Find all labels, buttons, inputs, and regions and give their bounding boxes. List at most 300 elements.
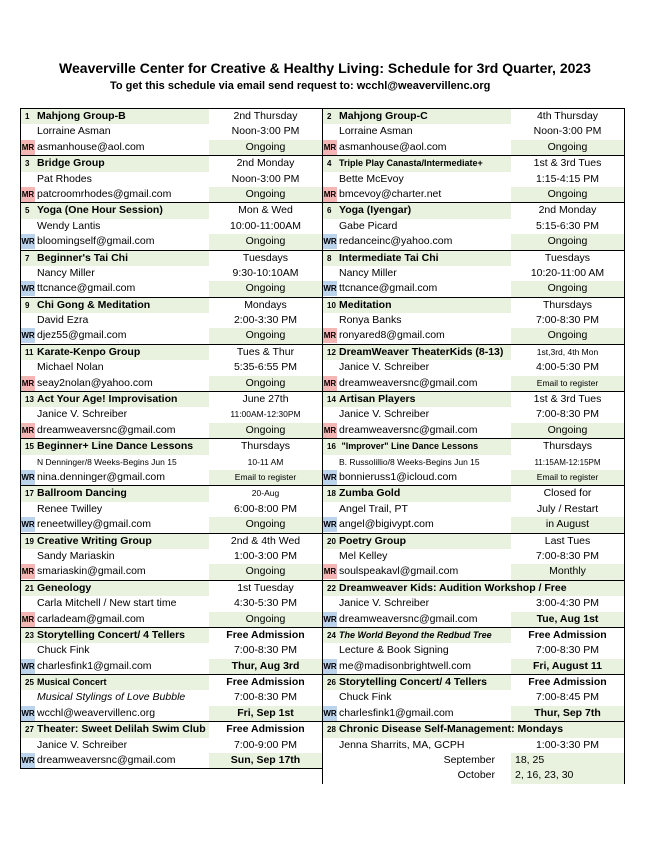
activity-header [21,534,209,549]
activity-header-row [323,345,624,360]
contact-cell [323,470,511,485]
activity-name: Meditation [339,298,392,311]
status-cell: Ongoing [209,140,322,155]
activity-name: Poetry Group [339,534,407,547]
contact-email[interactable]: dreamweaversnc@gmail.com [339,376,478,389]
activity-block [323,533,624,580]
leader-row [323,219,624,234]
room-tag: MR [21,187,35,202]
activity-header-row [323,251,624,266]
activity-schedule: Last Tues [544,534,591,547]
activity-number: 7 [25,253,30,263]
activity-name: Yoga (One Hour Session) [37,204,163,217]
status-cell: Ongoing [511,423,624,438]
contact-row [323,470,624,485]
activity-name: Intermediate Tai Chi [339,251,439,264]
activity-block [323,202,624,249]
activity-number: 9 [25,300,30,310]
status-cell: Tue, Aug 1st [511,612,624,627]
room-tag: WR [21,328,35,343]
activity-header-row [21,675,322,690]
status-cell: Ongoing [209,376,322,391]
activity-time: 5:35-6:55 PM [233,361,298,374]
activity-number: 26 [327,678,336,688]
contact-email[interactable]: soulspeakavl@gmail.com [339,565,459,578]
activity-name: Beginner's Tai Chi [37,251,128,264]
activity-header [323,581,624,596]
leader-name: Angel Trail, PT [339,502,408,515]
activity-block [21,721,322,768]
contact-cell [21,281,209,296]
contact-cell [21,659,209,674]
activity-header-row [323,675,624,690]
contact-cell [323,612,511,627]
contact-email[interactable]: seay2nolan@yahoo.com [37,376,153,389]
contact-email[interactable]: wcchl@weavervillenc.org [37,706,156,719]
activity-name: Chronic Disease Self-Management: Mondays [339,723,564,736]
contact-row [323,281,624,296]
leader-row [323,643,624,658]
room-tag: WR [21,517,35,532]
activity-schedule: June 27th [242,393,289,406]
contact-email[interactable]: charlesfink1@gmail.com [37,659,152,672]
contact-cell [323,706,511,721]
activity-number: 10 [327,300,336,310]
contact-cell [21,564,209,579]
activity-time: 10:20-11:00 AM [530,266,605,279]
activity-header [323,628,511,643]
leader-row [21,407,322,422]
activity-header-row [323,581,624,596]
activity-number: 5 [25,206,30,216]
activity-schedule: 1st & 3rd Tues [533,393,602,406]
activity-schedule: 20-Aug [251,488,280,499]
activity-block [323,391,624,438]
activity-number: 2 [327,112,332,121]
room-tag: WR [323,234,337,249]
contact-cell [323,376,511,391]
contact-cell [21,140,209,155]
contact-email[interactable]: patcroomrhodes@gmail.com [37,187,172,200]
leader-name: Lorraine Asman [37,125,111,138]
activity-time: 4:00-5:30 PM [535,361,600,374]
activity-name: Storytelling Concert/ 4 Tellers [339,676,488,689]
room-tag: MR [323,564,337,579]
activity-time: 10-11 AM [247,456,284,467]
contact-row [21,517,322,532]
leader-name: Lecture & Book Signing [339,644,449,657]
leader-row [323,596,624,611]
contact-email[interactable]: smariaskin@gmail.com [37,565,146,578]
activity-block [21,627,322,674]
leader-name: Janice V. Schreiber [339,597,430,610]
contact-row [21,423,322,438]
activity-header [323,486,511,501]
activity-schedule: Free Admission [528,628,607,641]
leader-row [21,690,322,705]
room-tag: MR [21,612,35,627]
leader-name: Mel Kelley [339,549,388,562]
activity-name: Zumba Gold [339,487,401,500]
contact-cell [323,281,511,296]
activity-number: 15 [25,442,34,452]
contact-email[interactable]: dreamweaversnc@gmail.com [37,423,176,436]
activity-schedule: 1st Tuesday [237,581,294,594]
activity-header-row [323,439,624,454]
activity-header-row [323,109,624,124]
activity-header [323,298,511,313]
contact-cell [21,753,209,768]
contact-email[interactable]: djez55@gmail.com [37,329,127,342]
activity-number: 4 [327,159,332,169]
contact-email[interactable]: nina.denninger@gmail.com [37,470,165,483]
activity-time: 3:00-4:30 PM [535,597,600,610]
status-cell: Thur, Aug 3rd [209,659,322,674]
status-cell: Ongoing [511,187,624,202]
activity-header [21,722,209,737]
activity-header [323,345,511,360]
activity-header [323,251,511,266]
activity-schedule: 2nd Monday [236,157,295,170]
contact-cell [21,470,209,485]
room-tag: WR [323,706,337,721]
activity-header-row [21,298,322,313]
contact-row [323,234,624,249]
activity-name: Ballroom Dancing [37,487,127,500]
activity-number: 28 [327,725,336,735]
contact-row [323,612,624,627]
activity-header-row [323,203,624,218]
status-cell: Ongoing [209,187,322,202]
activity-time: 11:00AM-12:30PM [230,409,301,420]
activity-name: Dreamweaver Kids: Audition Workshop / Free [339,581,567,594]
activity-header [21,156,209,171]
activity-header [323,109,511,124]
leader-row [21,596,322,611]
activity-header-row [323,298,624,313]
activity-schedule: Closed for [543,487,592,500]
activity-time: 2:00-3:30 PM [233,314,298,327]
activity-name: Beginner+ Line Dance Lessons [37,440,194,453]
activity-header [21,581,209,596]
activity-time: 7:00-8:30 PM [233,644,298,657]
activity-schedule: 2nd Monday [538,204,597,217]
leader-name: Sandy Mariaskin [37,549,115,562]
activity-header-row [323,628,624,643]
activity-name: Creative Writing Group [37,534,152,547]
activity-block [21,485,322,532]
activity-header-row [21,156,322,171]
contact-cell [323,328,511,343]
activity-schedule: Thursdays [542,298,593,311]
activity-name: Mahjong Group-B [37,110,126,122]
leader-row [21,738,322,753]
activity-header [21,203,209,218]
activity-schedule: Tuesdays [544,251,591,264]
contact-cell [323,187,511,202]
activity-header-row [21,392,322,407]
activity-block [21,297,322,344]
activity-header-row [21,439,322,454]
status-cell: Ongoing [209,423,322,438]
activity-number: 16 [327,442,336,452]
room-tag: MR [323,328,337,343]
contact-email[interactable]: bloomingself@gmail.com [37,235,155,248]
contact-row [21,659,322,674]
status-cell: Ongoing [209,328,322,343]
leader-name: Musical Stylings of Love Bubble [37,691,186,704]
contact-row [21,140,322,155]
contact-email[interactable]: dreamweaversnc@gmail.com [37,754,176,767]
leader-row [21,360,322,375]
leader-row [21,455,322,470]
leader-row [21,549,322,564]
activity-name: The World Beyond the Redbud Tree [339,629,492,640]
activity-name: Act Your Age! Improvisation [37,393,178,406]
activity-name: Bridge Group [37,157,105,170]
room-tag: MR [323,140,337,155]
activity-schedule: Tuesdays [242,251,289,264]
status-cell: Fri, August 11 [511,659,624,674]
status-cell: Ongoing [209,612,322,627]
leader-row [323,738,624,753]
room-tag: WR [21,706,35,721]
month-dates: 18, 25 [511,753,624,768]
leader-row [323,549,624,564]
leader-row [21,313,322,328]
leader-name: Chuck Fink [37,644,90,657]
activity-schedule: 2nd Thursday [233,110,298,122]
contact-cell [323,234,511,249]
leader-row [323,502,624,517]
status-cell: Ongoing [209,234,322,249]
contact-cell [21,423,209,438]
room-tag: MR [323,187,337,202]
activity-header-row [323,392,624,407]
contact-cell [21,187,209,202]
contact-cell [21,376,209,391]
room-tag: WR [21,470,35,485]
room-tag: MR [21,564,35,579]
contact-email[interactable]: asmanhouse@aol.com [37,140,145,153]
activity-header [21,675,209,690]
leader-name: Janice V. Schreiber [37,738,128,751]
activity-number: 1 [25,112,30,121]
activity-header [323,675,511,690]
contact-email[interactable]: asmanhouse@aol.com [339,140,447,153]
activity-block [323,250,624,297]
activity-time: 4:30-5:30 PM [233,597,298,610]
activity-number: 12 [327,347,336,357]
activity-block [21,391,322,438]
leader-row [323,407,624,422]
contact-email[interactable]: reneetwilley@gmail.com [37,518,151,531]
room-tag: MR [21,376,35,391]
status-cell: Ongoing [209,564,322,579]
contact-email[interactable]: charlesfink1@gmail.com [339,706,454,719]
contact-email[interactable]: me@madisonbrightwell.com [339,659,472,672]
activity-header [323,392,511,407]
activity-name: Artisan Players [339,393,416,406]
activity-block [323,297,624,344]
activity-name: DreamWeaver TheaterKids (8-13) [339,345,504,358]
leader-name: Pat Rhodes [37,172,92,185]
activity-header-row [21,203,322,218]
activity-time: 1:00-3:00 PM [233,549,298,562]
activity-name: Storytelling Concert/ 4 Tellers [37,628,186,641]
activity-schedule: Mondays [244,298,287,311]
activity-time: Noon-3:00 PM [533,125,602,138]
leader-row [323,455,624,470]
leader-row [21,219,322,234]
month-dates: 2, 16, 23, 30 [511,768,624,783]
room-tag: WR [323,470,337,485]
room-tag: WR [323,659,337,674]
contact-email[interactable]: bmcevoy@charter.net [339,187,442,200]
activity-header [323,156,511,171]
room-tag: MR [21,140,35,155]
room-tag: MR [323,376,337,391]
activity-schedule: Thursdays [240,440,291,453]
contact-cell [323,423,511,438]
activity-block [21,250,322,297]
activity-name: "Improver" Line Dance Lessons [339,441,479,452]
contact-cell [323,140,511,155]
contact-row [323,423,624,438]
contact-email[interactable]: bonnieruss1@icloud.com [339,470,458,483]
contact-email[interactable]: ttcnance@gmail.com [37,282,136,295]
contact-row [21,281,322,296]
contact-row [21,706,322,721]
page-title: Weaverville Center for Creative & Healthy Living: Schedule for 3rd Quarter, 2023 [59,60,591,76]
activity-block [323,438,624,485]
contact-cell [21,328,209,343]
activity-header-row [21,534,322,549]
room-tag: MR [323,423,337,438]
activity-schedule: 4th Thursday [536,110,599,122]
activity-number: 21 [25,583,34,593]
activity-number: 19 [25,536,34,546]
room-tag: WR [21,753,35,768]
activity-header-row [21,581,322,596]
status-cell: Ongoing [209,517,322,532]
activity-number: 25 [25,678,34,688]
status-cell: Fri, Sep 1st [209,706,322,721]
activity-schedule: Free Admission [226,676,305,689]
contact-row [21,612,322,627]
activity-header [323,534,511,549]
activity-block [21,202,322,249]
leader-name: Janice V. Schreiber [37,408,128,421]
activity-number: 22 [327,583,336,593]
contact-row [323,517,624,532]
leader-name: Chuck Fink [339,691,392,704]
activity-time: 7:00-8:30 PM [535,644,600,657]
room-tag: WR [323,517,337,532]
month-dates-row [323,753,624,768]
activity-block [323,344,624,391]
status-cell: Email to register [511,470,624,485]
contact-row [323,328,624,343]
status-cell: Ongoing [209,281,322,296]
room-tag: WR [21,281,35,296]
leader-name: B. Russolillio/8 Weeks-Begins Jun 15 [339,456,480,467]
leader-row [21,266,322,281]
contact-email[interactable]: ronyared8@gmail.com [339,329,445,342]
contact-row [21,470,322,485]
contact-email[interactable]: angel@bigivypt.com [339,518,434,531]
contact-email[interactable]: dreamweaversnc@gmail.com [339,423,478,436]
leader-name: Wendy Lantis [37,219,101,232]
contact-row [21,187,322,202]
activity-time: 7:00-8:30 PM [535,408,600,421]
activity-name: Triple Play Canasta/Intermediate+ [339,158,483,169]
activity-schedule: Mon & Wed [238,204,293,217]
leader-row [21,502,322,517]
contact-cell [21,234,209,249]
contact-email[interactable]: redanceinc@yahoo.com [339,235,453,248]
activity-time: Noon-3:00 PM [231,172,300,185]
activity-number: 3 [25,159,30,169]
activity-name: Theater: Sweet Delilah Swim Club [37,723,206,736]
leader-row [323,172,624,187]
activity-header-row [323,156,624,171]
activity-block [21,580,322,627]
leader-row [323,124,624,139]
activity-time: 1:00-3:30 PM [535,738,600,751]
activity-name: Karate-Kenpo Group [37,345,141,358]
contact-email[interactable]: dreamweaversnc@gmail.com [339,612,478,625]
activity-header-row [21,251,322,266]
leader-row [323,360,624,375]
activity-schedule: 1st,3rd, 4th Mon [536,346,599,357]
leader-name: Janice V. Schreiber [339,408,430,421]
activity-header-row [21,628,322,643]
activity-number: 17 [25,489,34,499]
activity-time: 5:15-6:30 PM [535,219,600,232]
contact-email[interactable]: carladeam@gmail.com [37,612,145,625]
page-subtitle: To get this schedule via email send request to: wcchl@weavervillenc.org [110,80,491,92]
activity-header [323,203,511,218]
contact-row [323,376,624,391]
activity-block [323,485,624,532]
leader-name: David Ezra [37,314,89,327]
right-schedule-column [322,108,625,784]
activity-header [21,628,209,643]
activity-number: 20 [327,536,336,546]
activity-number: 8 [327,253,332,263]
activity-time: 1:15-4:15 PM [535,172,600,185]
contact-cell [21,517,209,532]
leader-row [323,313,624,328]
status-cell: Email to register [511,376,624,391]
activity-number: 14 [327,395,336,405]
activity-block [21,533,322,580]
activity-block [21,108,322,155]
activity-name: Musical Concert [37,677,107,688]
contact-row [21,564,322,579]
leader-name: Lorraine Asman [339,125,413,138]
activity-time: 7:00-8:30 PM [535,314,600,327]
activity-block [21,344,322,391]
leader-name: Nancy Miller [339,266,397,279]
activity-time: 9:30-10:10AM [232,266,299,279]
room-tag: WR [323,612,337,627]
activity-name: Yoga (Iyengar) [339,204,412,217]
activity-schedule: Free Admission [226,628,305,641]
activity-time: 7:00-9:00 PM [233,738,298,751]
contact-email[interactable]: ttcnance@gmail.com [339,282,438,295]
